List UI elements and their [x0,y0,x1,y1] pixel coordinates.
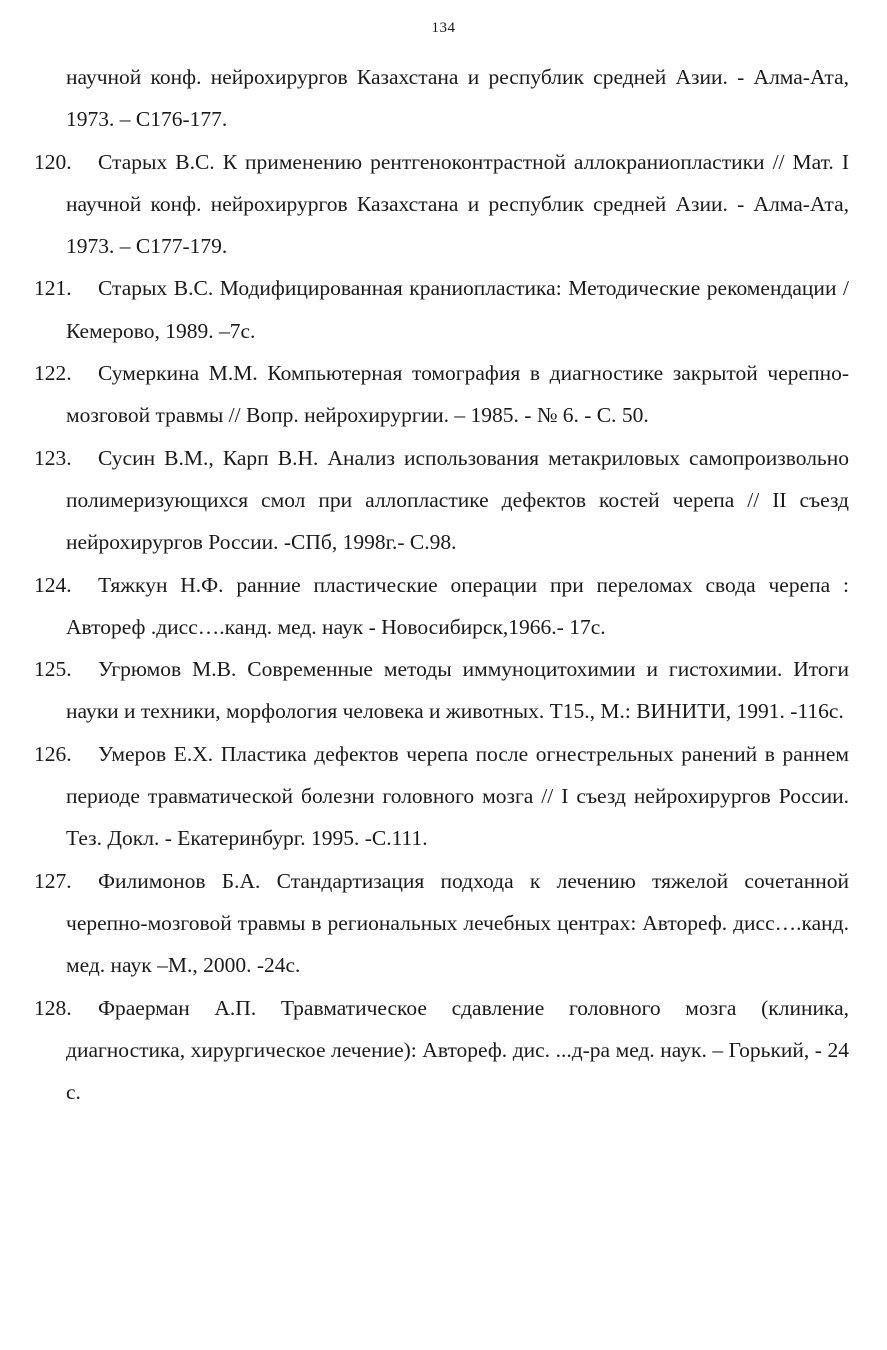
reference-item [34,733,849,860]
reference-number: 122. [34,361,72,386]
reference-number: 127. [34,868,72,893]
reference-text: Фраерман А.П. Травматическое сдавление головного мозга (клиника, диагностика, хирургическое лечение): Автореф. дис. ...д-ра мед. наук. – Горький, - 24 с. [66,995,849,1105]
reference-item [34,987,849,1114]
reference-number: 123. [34,445,72,470]
reference-item [34,141,849,268]
reference-number: 128. [34,995,72,1020]
reference-number: 120. [34,149,72,174]
reference-number: 124. [34,572,72,597]
reference-text: Умеров Е.Х. Пластика дефектов черепа после огнестрельных ранений в раннем периоде травматической болезни головного мозга // I съезд нейрохирургов России. Тез. Докл. - Екатеринбург. 1995. -С.111. [66,741,849,851]
reference-list [34,56,849,1113]
reference-text: Угрюмов М.В. Современные методы иммуноцитохимии и гистохимии. Итоги науки и техники, морфология человека и животных. Т15., М.: ВИНИТИ, 1991. -116с. [66,657,849,724]
reference-item [34,860,849,987]
reference-text: Сусин В.М., Карп В.Н. Анализ использования метакриловых самопроизвольно полимеризующихся смол при аллопластике дефектов костей черепа // II съезд нейрохирургов России. -СПб, 1998г.- С.98. [66,445,849,555]
reference-number: 125. [34,657,72,682]
reference-number: 121. [34,276,72,301]
reference-item [34,267,849,352]
reference-item [34,352,849,437]
page-number: 134 [431,20,456,36]
reference-number: 126. [34,741,72,766]
reference-continuation: научной конф. нейрохирургов Казахстана и республик средней Азии. - Алма-Ата, 1973. – С176-177. [66,65,849,132]
reference-item [34,564,849,649]
reference-text: Сумеркина М.М. Компьютерная томография в диагностике закрытой черепно-мозговой травмы // Вопр. нейрохирургии. – 1985. - № 6. - С. 50. [66,361,849,428]
reference-text: Старых В.С. К применению рентгеноконтрастной аллокраниопластики // Мат. I научной конф. нейрохирургов Казахстана и республик средней Азии. - Алма-Ата, 1973. – С177-179. [66,149,849,259]
reference-text: Старых В.С. Модифицированная краниопластика: Методические рекомендации / Кемерово, 1989. –7с. [66,276,849,343]
reference-item [34,437,849,564]
reference-item [34,648,849,733]
reference-text: Тяжкун Н.Ф. ранние пластические операции при переломах свода черепа : Автореф .дисс….канд. мед. наук - Новосибирск,1966.- 17с. [66,572,849,639]
reference-text: Филимонов Б.А. Стандартизация подхода к лечению тяжелой сочетанной черепно-мозговой травмы в региональных лечебных центрах: Автореф. дисс….канд. мед. наук –М., 2000. -24с. [66,868,849,978]
